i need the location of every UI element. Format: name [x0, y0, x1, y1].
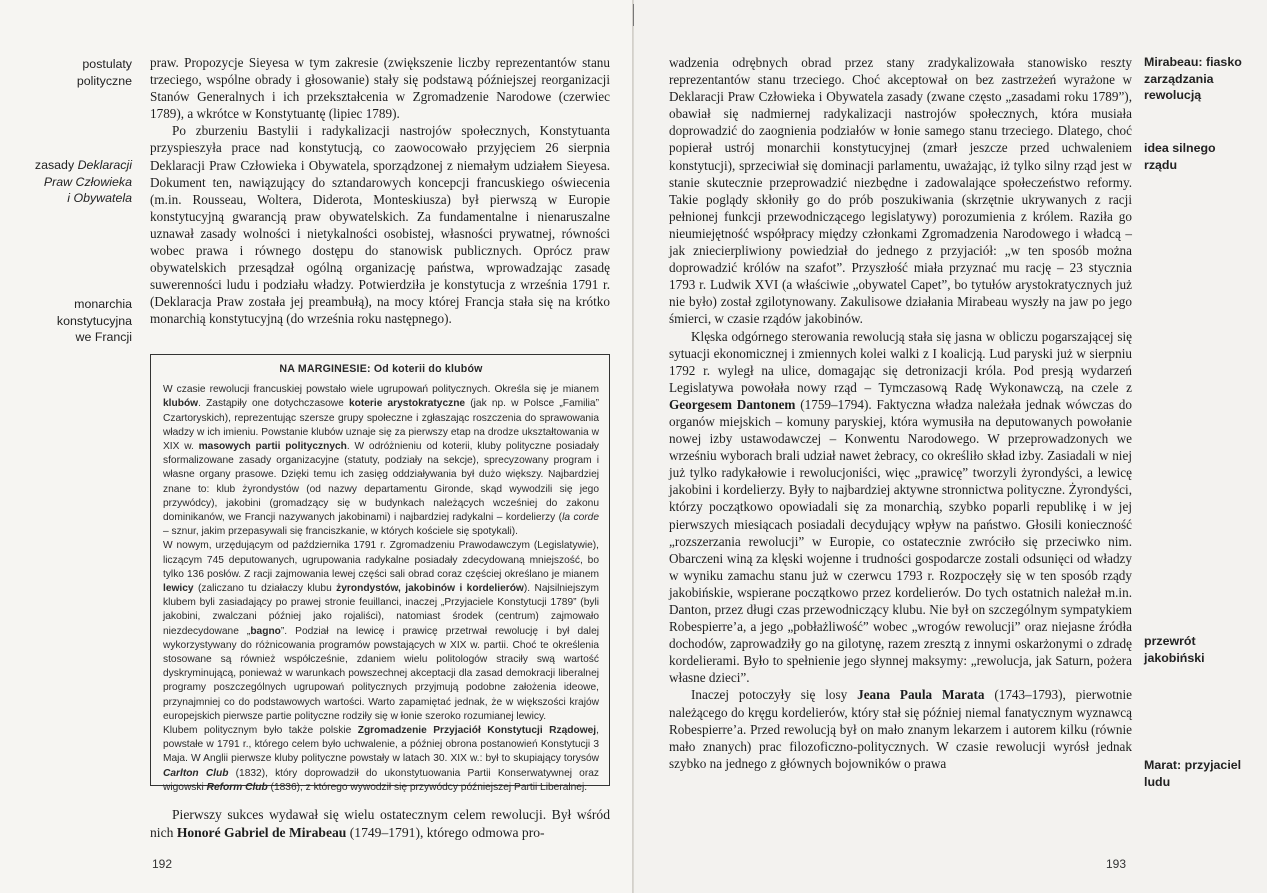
box-paragraph: W czasie rewolucji francuskiej powstało wiele ugrupowań politycznych. Określa się je mianem klubów. Zastąpiły one dotychczasowe koterie arystokratyczne (jak np. w Polsce „Familia” Czartoryskich), reprezentując szersze grupy społeczne i zgłaszając roszczenia do sprawowania władzy w ich imieniu. Powstanie klubów uznaje się za pierwszy etap na drodze ukształtowania w XIX w. masowych partii politycznych. W odróżnieniu od koterii, kluby polityczne posiadały sformalizowane zasady organizacyjne (statuty, podziały na sekcje), sprecyzowany program i własne organy prasowe. Dzięki temu ich zasięg oddziaływania był dużo większy. Najbardziej znane to: klub żyrondystów (od nazwy departamentu Gironde, skąd wywodzili się jego przywódcy), jakobini (gromadzący się w budynkach należących wcześniej do zakonu dominikanów, we Francji nazywanych jakobinami) i najbardziej radykalni – kordelierzy (la corde – sznur, jakim przepasywali się franciszkanie, w których kościele się spotykali). [163, 384, 599, 538]
left-body-text [150, 54, 610, 328]
paragraph: wadzenia odrębnych obrad przez stany zradykalizowała stanowisko reszty reprezentantów stanu trzeciego. Choć akceptował on bez zastrzeżeń wyrażone w Deklaracji Praw Człowieka i Obywatela zasady (zwane często „zasadami roku 1789”), obawiał się nadmiernej radykalizacji nastrojów społecznych, która musiała doprowadzić do zaognienia podziałów w łonie samego stanu trzeciego. Dlatego, choć popierał ustrój monarchii konstytucyjnej (zmarł jeszcze przed uchwaleniem konstytucji), sprzeciwiał się dominacji parlamentu, uważając, iż tylko silny rząd jest w stanie skutecznie przeprowadzić niezbędne i zadowalające społeczeństwo reformy. Takie poglądy skłoniły go do prób poszukiwania (skrzętnie ukrywanych z racji pełnionej funkcji przewodniczącego legislatywy) porozumienia z królem. Raziła go nieumiejętność współpracy między członkami Zgromadzenia Narodowego i władcą – jak zniecierpliwiony powiedział do jednego z przyjaciół: „w ten sposób można doprowadzić królów na szafot”. Przyszłość miała przyznać mu rację – 23 stycznia 1793 r. Ludwik XVI (a właściwie „obywatel Capet”, bo tytułów arystokratycznych już nie było) został zgilotynowany. Zakulisowe działania Mirabeau wyszły na jaw po jego śmierci, w czasie rządów jakobinów. [669, 55, 1132, 327]
page-number: 193 [1106, 857, 1127, 871]
page-number: 192 [152, 857, 173, 871]
box-paragraph: Klubem politycznym było także polskie Zgromadzenie Przyjaciół Konstytucji Rządowej, powstałe w 1791 r., którego celem było uchwalenie, a później obrona postanowień Konstytucji 3 Maja. W Anglii pierwsze kluby polityczne powstały w latach 30. XIX w.: był to skupiający torysów Carlton Club (1832), który doprowadził do ukonstytuowania Partii Konserwatywnej oraz wigowski Reform Club (1836), z którego wywodził się przywódcy późniejszej Partii Liberalnej. [163, 725, 599, 793]
box-paragraph: W nowym, urzędującym od października 1791 r. Zgromadzeniu Prawodawczym (Legislatywie), liczącym 745 deputowanych, ugrupowania radykalne posiadały zdecydowaną mniejszość, bo tylko 136 posłów. Z racji zajmowania lewej części sali obrad coraz częściej określano je mianem lewicy (zaliczano tu działaczy klubu żyrondystów, jakobinów i kordelierów). Najsilniejszym klubem byli zasiadający po prawej stronie feuillanci, inaczej „Przyjaciele Konstytucji 1789” (byli jakobini, zwalczani później jako rojaliści), natomiast środek (centrum) zajmowało niezdecydowane „bagno”. Podział na lewicę i prawicę przetrwał rewolucję i był dalej wykorzystywany do różnicowania programów powstających w XIX w. partii. Choć te określenia stosowane są również współcześnie, zdaniem wielu politologów straciły swą wartość dyskryminującą, ponieważ w warunkach powszechnej akceptacji dla zasad demokracji liberalnej programy poszczególnych ugrupowań politycznych przyjmują podobne założenia ideowe, przynajmniej co do podstawowych wartości. Warto zapamiętać jednak, że w większości krajów europejskich pierwsze partie polityczne rodziły się w łonie szeroko rozumianej lewicy. [163, 540, 600, 722]
box-title: NA MARGINESIE: Od koterii do klubów [279, 363, 483, 375]
margin-note-monarchy: monarchia konstytucyjna we Francji [56, 297, 132, 344]
margin-note-declaration: zasady Deklaracji Praw Człowieka i Obywatela [34, 158, 132, 205]
margin-note-marat: Marat: przyjaciel ludu [1144, 758, 1242, 789]
left-closing-text [150, 806, 610, 842]
paragraph: Inaczej potoczyły się losy Jeana Paula Marata (1743–1793), pierwotnie należącego do kręgu kordelierów, który stał się później niemal fanatycznym wyznawcą Robespierre’a. Przed rewolucją był on mało znanym lekarzem i autorem kilku (równie mało znanych) prac filozoficzno-politycznych. W czasie rewolucji wyrósł jednak szybko na jednego z głównych bojowników o prawa [669, 687, 1132, 771]
sidebar-box [150, 354, 610, 793]
margin-note-strong-government: idea silnego rządu [1144, 141, 1216, 172]
right-body-text [669, 54, 1132, 772]
paragraph: Klęska odgórnego sterowania rewolucją stała się jasna w obliczu pogarszającej się sytuacji ekonomicznej i zmiennych kolei walki z I koalicją. Lud paryski już w sierpniu 1792 r. wyległ na ulice, domagając się detronizacji króla. Pod presją wydarzeń Legislatywa powołała nowy rząd – Tymczasową Radę Wykonawczą, na czele z Georgesem Dantonem (1759–1794). Faktyczna władza należała jednak wówczas do organów miejskich – komuny paryskiej, która wymusiła na deputowanych powołanie nowej izby ustawodawczej – Konwentu Narodowego. W przeprowadzonych we wrześniu wyborach brali udział nawet żebracy, co określiło skład izby. Zasiadali w niej już tylko radykałowie i rewolucjoniści, więc „prawicę” tworzyli żyrondyści, a lewicę jakobini i kordelierzy. Były to najbardziej aktywne stronnictwa polityczne. Żyrondyści, którzy początkowo opowiadali się za monarchią, szybko poparli republikę i w jej pierwszych miesiącach posiadali decydujący wpływ na państwo. Głosili konieczność „rozszerzania rewolucji” w Europie, co ostatecznie zwróciło się przeciwko nim. Obarczeni winą za klęski wojenne i trudności gospodarcze zostali odsunięci od władzy w wyniku zamachu stanu już w czerwcu 1793 r. Rozpoczęły się w ten sposób rządy jakobińskie, wspierane początkowo przez kordelierów. Do tych ostatnich należał m.in. Danton, przez długi czas przewodniczący klubu. Nie był on szczególnym sympatykiem Robespierre’a, a jego „pobłażliwość” wobec „wrogów rewolucji” oraz niejasne źródła dochodów, zaprowadziły go na gilotynę, razem zresztą z innymi oskarżonymi o zdradę kordelierami. Było to spełnienie jego słynnej maksymy: „rewolucja, jak Saturn, pożera własne dzieci”. [669, 328, 1132, 686]
left-page [0, 0, 633, 893]
margin-note-jacobin-coup: przewrót jakobiński [1144, 634, 1205, 665]
margin-note-postulates: postulaty polityczne [76, 57, 132, 88]
paragraph: Po zburzeniu Bastylii i radykalizacji nastrojów społecznych, Konstytuanta przyspieszyła prace nad konstytucją, co zaowocowało przyjęciem 26 sierpnia Deklaracji Praw Człowieka i Obywatela, sporządzonej z niemałym udziałem Sieyesa. Dokument ten, nawiązujący do sztandarowych koncepcji francuskiego oświecenia (m.in. Rousseau, Woltera, Diderota, Monteskiusza) był pierwszą w Europie konstytucyjną gwarancją praw obywatelskich. Za fundamentalne i nienaruszalne uznawał zasady wolności i nietykalności osobistej, własności prywatnej, równości wobec prawa i równego dostępu do stanowisk publicznych. Oprócz praw obywatelskich przesądzał ogólną organizację państwa, wprowadzając zasadę suwerenności ludu i podziału władzy. Potwierdziła je konstytucja z września 1791 r. (Deklaracja Praw została jej preambułą), na mocy której Francja stała się na krótko monarchią konstytucyjną (do września roku następnego). [150, 123, 610, 327]
right-page [634, 0, 1267, 893]
paragraph: praw. Propozycje Sieyesa w tym zakresie (zwiększenie liczby reprezentantów stanu trzeciego, wspólne obrady i głosowanie) stały się podstawą późniejszej reorganizacji Stanów Generalnych i ich przekształcenia w Zgromadzenie Narodowe (czerwiec 1789), a wkrótce w Konstytuantę (lipiec 1789). [150, 55, 610, 122]
paragraph: Pierwszy sukces wydawał się wielu ostatecznym celem rewolucji. Był wśród nich Honoré Gabriel de Mirabeau (1749–1791), którego odmowa pro- [150, 807, 610, 840]
margin-note-mirabeau: Mirabeau: fiasko zarządzania rewolucją [1144, 55, 1242, 102]
